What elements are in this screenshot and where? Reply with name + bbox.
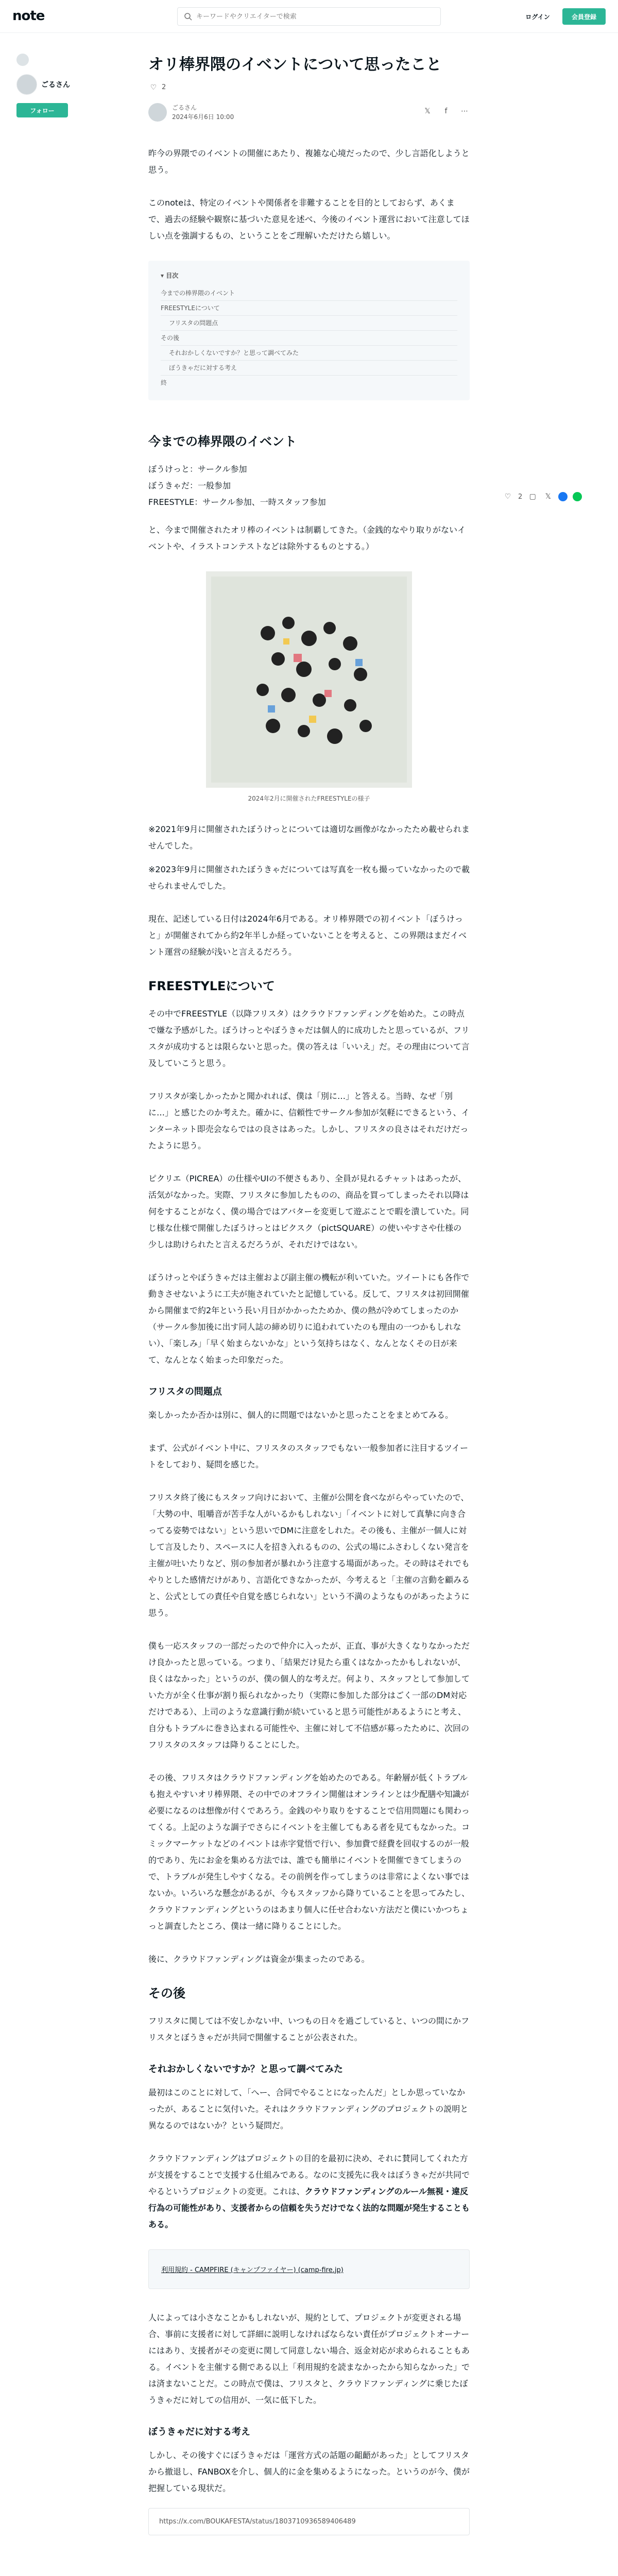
paragraph: その後、フリスタはクラウドファンディングを始めたのである。年齢層が低くトラブルも抱えやすいオリ棒界隈、その中でのオフライン開催はオンラインとは少配膳や知識が必要になるのは想像が付くであろう。金銭のやり取りをすることで信用問題にも関わってくる。上記のような調子でさらにイベントを主催してもある者を見てもなかった。コミックマーケットなどのイベントは赤字覚悟で行い、参加費で経費を回収するのが一般的であり、先にお金を集める方法では、誰でも簡単にイベントを開催できてしまうので、トラブルが発生しやすくなる。その前例を作ってしまうのは非常によくない事ではないか。いろいろな懸念があるが、今もスタッフから降りていることを思ってみたし、クラウドファンディングというのはあまり個人に任せ合わない方法だと僕にいかつちょっと調査したところ、僕は一緒に降りることにした。 <box>148 1772 470 1931</box>
publish-date: 2024年6月6日 10:00 <box>172 113 234 121</box>
creator-avatar[interactable] <box>16 74 37 95</box>
terms-link[interactable]: 利用規約 - CAMPFIRE (キャンプファイヤー) (camp-fire.jp) <box>161 2266 344 2274</box>
facebook-icon[interactable]: f <box>444 107 448 115</box>
paragraph: 楽しかったか否かは別に、個人的に問題ではないかと思ったことをまとめてみる。 <box>148 1410 454 1420</box>
follow-button[interactable]: フォロー <box>16 103 68 117</box>
event-list: ぼうけっと：サークル参加 ぼうきゃだ：一般参加 FREESTYLE：サークル参加、一時スタッフ参加 <box>148 464 326 507</box>
signup-button[interactable]: 会員登録 <box>562 8 606 25</box>
toc-item[interactable]: FREESTYLEについて <box>161 301 457 316</box>
like-count: 2 <box>162 83 166 91</box>
toc-item[interactable]: それおかしくないですか？と思って調べてみた <box>161 346 457 361</box>
creator-sidebar <box>16 54 89 117</box>
paragraph: 僕も一応スタッフの一部だったので仲介に入ったが、正直、事が大きくなりなかっただけ良かったと思っている。つまり、「結果だけ見たら重くはなかったかもしれないが、良くはなかった」というのが、僕の個人的な考えだ。何より、スタッフとして参加していた方が全く仕事が割り振られなかったり（実際に参加した部分はごく一部のDM対応だけである）、上司のような意識行動が続いていると思う可能性があるようにと考え、自分もトラブルに巻き込まれる可能性や、主催に対して不信感が募ったために、次回のフリスタのスタッフは降りることにした。 <box>148 1640 470 1750</box>
paragraph: 最初はこのことに対して、「へー、合同でやることになったんだ」としか思っていなかったが、あることに気付いた。それはクラウドファンディングのプロジェクトの説明と異なるのではないか？という疑問だ。 <box>148 2087 469 2130</box>
paragraph: 現在、記述している日付は2024年6月である。オリ棒界隈での初イベント「ぼうけっと」が開催されてから約2年半しか経っていないことを考えると、この界隈はまだイベント運営の経験が浅いと言えるだろう。 <box>148 913 467 957</box>
heart-icon[interactable]: ♡ <box>504 493 511 501</box>
paragraph: 後に、クラウドファンディングは資金が集まったのである。 <box>148 1954 370 1964</box>
subsection-heading: ぼうきゃだに対する考え <box>148 2426 250 2437</box>
search-box[interactable] <box>177 7 441 26</box>
toc-item[interactable]: 今までの棒界隈のイベント <box>161 286 457 301</box>
toc-item[interactable]: フリスタの問題点 <box>161 316 457 331</box>
author-name[interactable]: ごるさん <box>172 104 197 111</box>
external-link-card[interactable] <box>148 2249 470 2289</box>
event-figure <box>148 571 470 803</box>
article <box>148 54 470 2535</box>
paragraph: クラウドファンディングはプロジェクトの目的を最初に決め、それに賛同してくれた方が支援をすることで支援する仕組みである。なのに支援先に我々はぼうきゃだが共同でやるというプロジェクトの変更。これは、クラウドファンディングのルール無視・違反行為の可能性があり、支援者からの信頼を失うだけでなく法的な問題が発生することもある。 <box>148 2153 470 2229</box>
heart-icon[interactable]: ♡ <box>150 83 157 92</box>
intro-paragraph: このnoteは、特定のイベントや関係者を非難することを目的としておらず、あくまで、過去の経験や観察に基づいた意見を述べ、今後のイベント運営において注意してほしい点を強調するもの、ということをご理解いただけたら嬉しい。 <box>148 197 470 241</box>
line-icon[interactable] <box>573 492 582 501</box>
embedded-url-card[interactable] <box>148 2508 470 2535</box>
section-heading: その後 <box>148 1986 185 2001</box>
intro-paragraph: 昨今の界隈でのイベントの開催にあたり、複雑な心境だったので、少し言語化しようと思う。 <box>148 148 470 175</box>
search-input[interactable] <box>196 13 423 21</box>
subsection-heading: それおかしくないですか？と思って調べてみた <box>148 2063 343 2075</box>
like-row <box>148 82 470 93</box>
paragraph: フリスタが楽しかったかと聞かれれば、僕は「別に…」と答える。当時、なぜ「別に…」と感じたのか考えた。確かに、信頼性でサークル参加が気軽にできるという、インターネット即売会ならではの良さはあった。しかし、フリスタの良さはそれだけだったように思う。 <box>148 1091 470 1150</box>
creator-mini-avatar[interactable] <box>16 54 29 66</box>
login-button[interactable]: ログイン <box>519 8 556 25</box>
section-heading: FREESTYLEについて <box>148 978 275 993</box>
bold-warning: クラウドファンディングのルール無視・違反行為の可能性があり、支援者からの信頼を失うだけでなく法的な問題が発生することもある。 <box>148 2186 470 2229</box>
paragraph: フリスタに関しては不安しかない中、いつもの日々を過ごしていると、いつの間にかフリスタとぼうきゃだが共同で開催することが公表された。 <box>148 2015 470 2042</box>
paragraph: 人によっては小さなことかもしれないが、規約として、プロジェクトが変更される場合、事前に支援者に対して詳細に説明しなければならない責任がプロジェクトオーナーにはあり、支援者がその変更に関して同意しない場合、返金対応が求められることもある。イベントを主催する側である以上「利用規約を読まなかったから知らなかった」では済まないことだ。この時点で僕は、フリスタと、クラウドファンディングに乗じたぼうきゃだに対しての信用が、一気に低下した。 <box>148 2312 470 2405</box>
author-meta <box>148 102 470 123</box>
creator-row[interactable] <box>16 74 89 95</box>
article-title: オリ棒界隈のイベントについて思ったこと <box>148 56 442 74</box>
search-icon <box>184 12 192 21</box>
x-share-icon[interactable]: 𝕏 <box>545 493 551 501</box>
embedded-url[interactable]: https://x.com/BOUKAFESTA/status/1803710936589406489 <box>159 2517 356 2526</box>
more-icon[interactable]: ⋯ <box>461 107 468 115</box>
table-of-contents <box>148 261 470 400</box>
floating-actions <box>503 492 582 502</box>
paragraph: まず、公式がイベント中に、フリスタのスタッフでもない一般参加者に注目するツイートをしており、疑問を感じた。 <box>148 1443 469 1469</box>
site-header <box>0 0 618 33</box>
paragraph: フリスタ終了後にもスタッフ向けにおいて、主催が公開を食べながらやっていたので、「大勢の中、咀嚼音が苦手な人がいるかもしれない」「イベントに対して真摯に向き合ってる姿勢ではない」という思いでDMに注意をしれた。その後も、主催が一個人に対して言及したり、スペースに人を招き入れるものの、公式の場にふさわしくない発言を主催が吐いたりなど、別の参加者が暴れかう注意する場面があった。その時はそれでもやりとした感情だけがあり、言語化できなかったが、今考えると「主催の言動を顧みると、公式としての責任や自覚を感じられない」という不満のようなものがあったように思う。 <box>148 1492 470 1618</box>
facebook-icon[interactable] <box>558 492 568 501</box>
float-like-count: 2 <box>518 493 523 501</box>
section-heading: 今までの棒界隈のイベント <box>148 434 297 449</box>
x-share-icon[interactable]: 𝕏 <box>424 107 431 115</box>
note-text: ※2023年9月に開催されたぼうきゃだについては写真を一枚も撮っていなかったので載せられませんでした。 <box>148 864 470 891</box>
paragraph: ぼうけっとやぼうきゃだは主催および副主催の機転が利いていた。ツイートにも各作で動きさせないように工夫が施されていたと記憶している。反して、フリスタは初回開催から開催まで約2年という長い月日がかかったためか、僕の熱が冷めてしまったのか（サークル参加後に出す同人誌の締め切りに追われていたのも理由の一つかもしれない）、「楽しみ」「早く始まらないかな」という気持ちはなく、なんとなくその日が来て、なんとなく始まった印象だった。 <box>148 1272 470 1365</box>
paragraph: と、今まで開催されたオリ棒のイベントは制覇してきた。（金銭的なやり取りがないイベントや、イラストコンテストなどは除外するものとする。） <box>148 524 466 551</box>
paragraph: その中でFREESTYLE（以降フリスタ）はクラウドファンディングを始めた。この時点で嫌な予感がした。ぼうけっとやぼうきゃだは個人的に成功したと思っているが、フリスタが成功するとは限らないと思った。僕の答えは「いいえ」だ。その理由について言及していこうと思う。 <box>148 1008 470 1068</box>
note-text: ※2021年9月に開催されたぼうけっとについては適切な画像がなかったため載せられませんでした。 <box>148 824 470 851</box>
toc-item[interactable]: その後 <box>161 331 457 346</box>
creator-name[interactable]: ごるさん <box>41 81 70 89</box>
toc-heading[interactable]: ▾ 目次 <box>161 272 179 279</box>
event-screenshot-image[interactable] <box>206 571 412 788</box>
paragraph: ピクリエ（PICREA）の仕様やUIの不便さもあり、全員が見れるチャットはあったが、活気がなかった。実際、フリスタに参加したものの、商品を買ってしまったそれ以降は何をすることがなく、僕の場合ではアバターを変更して遊ぶことで暇を潰していた。同じ様な仕様で開催したぼうけっとはピクスク（pictSQUARE）の使いやすさや仕様の少しは助けられたと言えるだろうが、それだけではない。 <box>148 1173 469 1249</box>
paragraph: しかし、その後すぐにぼうきゃだは「運営方式の話題の齟齬があった」としてフリスタから撤退し、FANBOXを介し、個人的に金を集めるようになった。というのが今、僕が把握している現状だ。 <box>148 2450 470 2493</box>
toc-item[interactable]: ぼうきゃだに対する考え <box>161 361 457 376</box>
comment-icon[interactable]: ▢ <box>529 493 536 501</box>
toc-item[interactable]: 終 <box>161 379 167 386</box>
author-avatar[interactable] <box>148 103 167 122</box>
note-logo[interactable]: note <box>12 8 45 24</box>
image-caption: 2024年2月に開催されたFREESTYLEの様子 <box>248 794 370 802</box>
subsection-heading: フリスタの問題点 <box>148 1386 222 1397</box>
